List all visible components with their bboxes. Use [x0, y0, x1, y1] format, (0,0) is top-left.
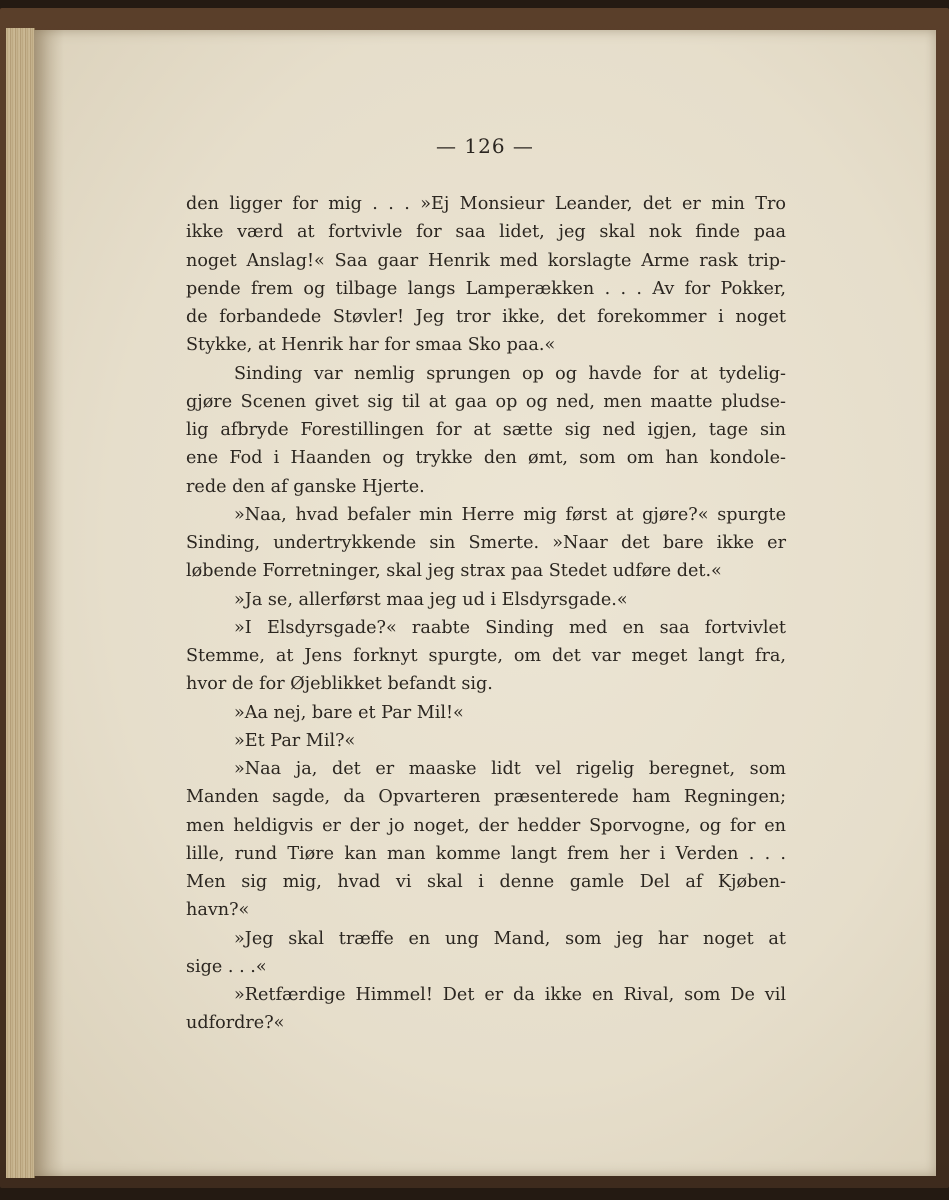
text-line: lig afbryde Forestillingen for at sætte sig ned igjen, tage sin	[186, 420, 786, 440]
text-line: Stemme, at Jens forknyt spurgte, om det var meget langt fra,	[186, 646, 786, 666]
binding-shadow	[34, 30, 64, 1176]
text-line: sige . . .«	[186, 956, 267, 977]
text-line: lille, rund Tiøre kan man komme langt frem her i Verden . . .	[186, 843, 786, 864]
text-line: hvor de for Øjeblikket befandt sig.	[186, 674, 493, 695]
page-number: — 126 —	[436, 134, 534, 158]
text-line: ikke værd at fortvivle for saa lidet, jeg skal nok finde paa	[186, 222, 786, 243]
text-line: »Et Par Mil?«	[234, 730, 356, 751]
page-edges	[6, 28, 35, 1178]
text-line: rede den af ganske Hjerte.	[186, 476, 425, 497]
text-line: »Aa nej, bare et Par Mil!«	[234, 702, 464, 723]
text-line: Men sig mig, hvad vi skal i denne gamle Del af Kjøben-	[186, 872, 786, 892]
text-line: pende frem og tilbage langs Lamperækken . . . Av for Pokker,	[186, 278, 786, 299]
text-line: »Naa, hvad befaler min Herre mig først at gjøre?« spurgte	[234, 504, 786, 525]
text-line: løbende Forretninger, skal jeg strax paa Stedet udføre det.«	[186, 561, 722, 582]
text-line: udfordre?«	[186, 1013, 285, 1034]
text-line: noget Anslag!« Saa gaar Henrik med korslagte Arme rask trip-	[186, 250, 786, 271]
text-line: de forbandede Støvler! Jeg tror ikke, det forekommer i noget	[186, 307, 786, 327]
text-line: men heldigvis er der jo noget, der hedder Sporvogne, og for en	[186, 815, 786, 836]
text-line: »I Elsdyrsgade?« raabte Sinding med en saa fortvivlet	[234, 617, 786, 638]
text-line: Sinding var nemlig sprungen op og havde for at tydelig-	[234, 363, 786, 384]
text-line: Stykke, at Henrik har for smaa Sko paa.«	[186, 335, 556, 356]
text-line: havn?«	[186, 900, 250, 921]
text-line: »Retfærdige Himmel! Det er da ikke en Rival, som De vil	[234, 985, 786, 1005]
body-text	[186, 190, 786, 1038]
text-line: gjøre Scenen givet sig til at gaa op og ned, men maatte pludse-	[186, 391, 786, 412]
text-line: »Ja se, allerførst maa jeg ud i Elsdyrsgade.«	[234, 589, 628, 610]
text-line: Sinding, undertrykkende sin Smerte. »Naar det bare ikke er	[186, 533, 786, 553]
text-line: »Naa ja, det er maaske lidt vel rigelig beregnet, som	[234, 759, 786, 779]
text-line: Manden sagde, da Opvarteren præsenterede ham Regningen;	[186, 787, 786, 808]
text-line: ene Fod i Haanden og trykke den ømt, som om han kondole-	[186, 448, 786, 469]
text-line: den ligger for mig . . . »Ej Monsieur Leander, det er min Tro	[186, 194, 786, 214]
text-line: »Jeg skal træffe en ung Mand, som jeg har noget at	[234, 928, 786, 949]
